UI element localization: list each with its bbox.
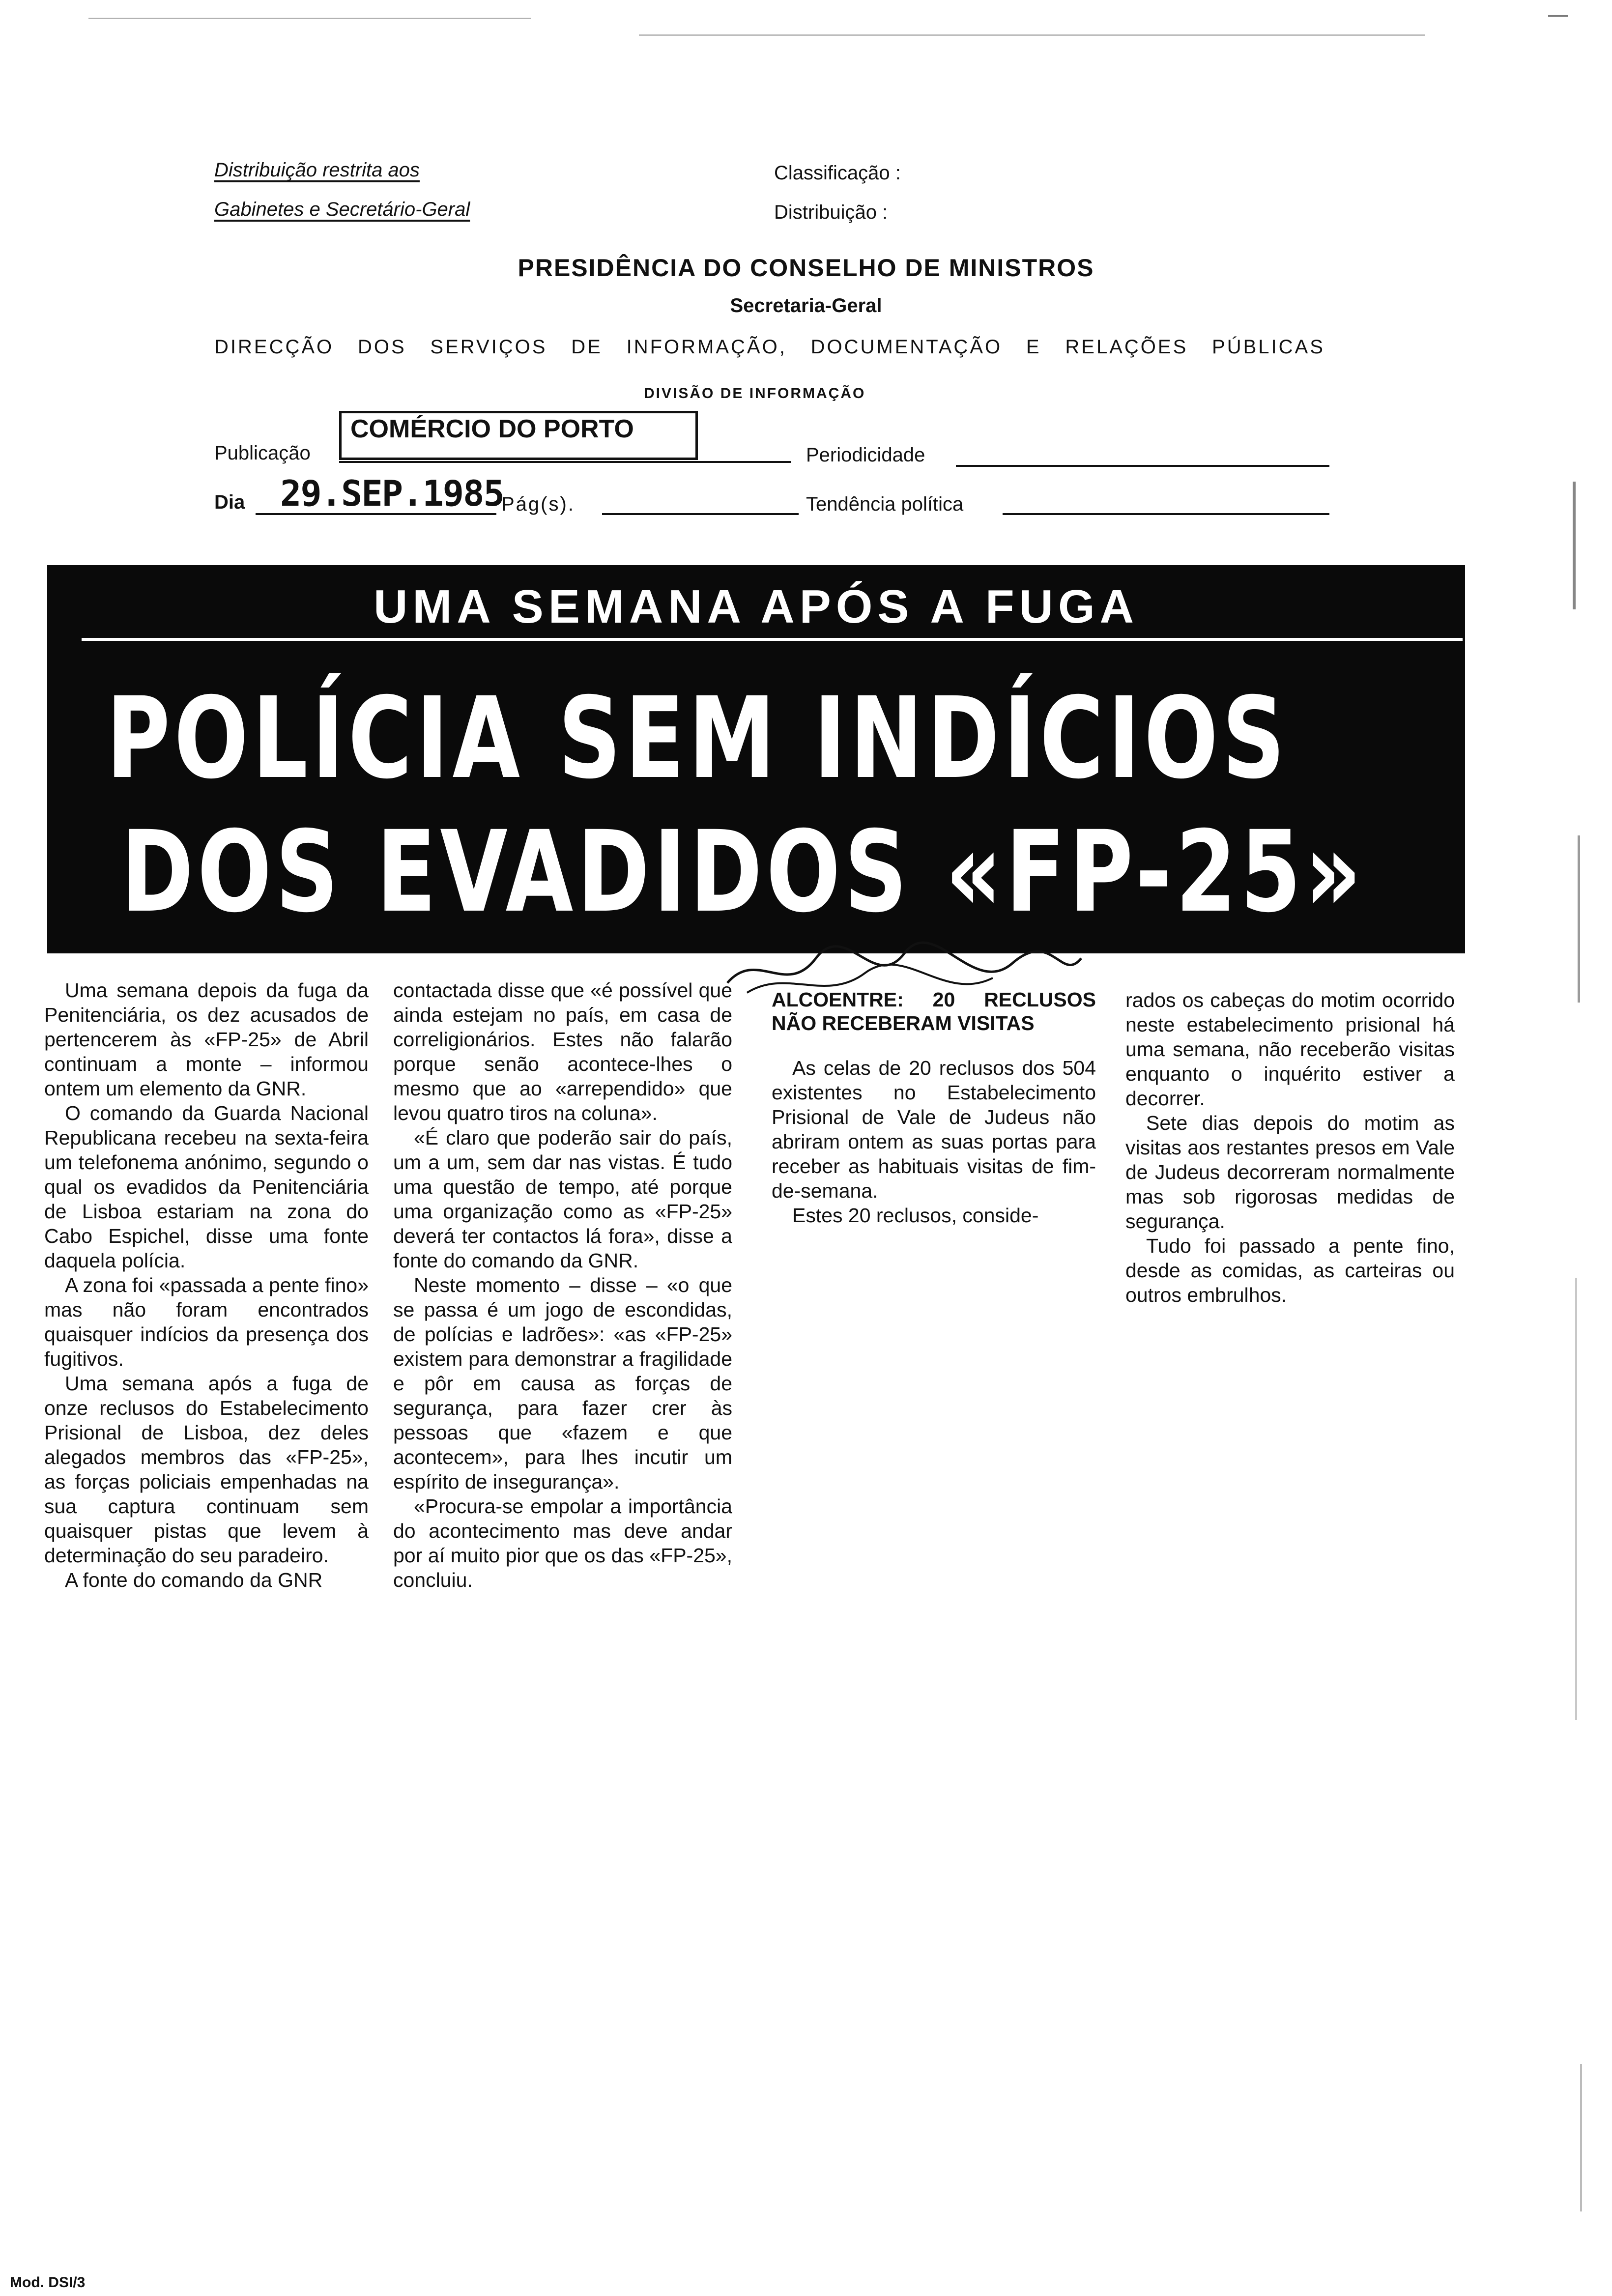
directorate-word: DOS xyxy=(357,336,406,358)
division-label: DIVISÃO DE INFORMAÇÃO xyxy=(644,385,866,402)
tendency-line xyxy=(1003,513,1329,515)
publication-label: Publicação xyxy=(214,442,311,464)
directorate-word: DE xyxy=(571,336,603,358)
org-title: PRESIDÊNCIA DO CONSELHO DE MINISTROS xyxy=(518,254,1094,282)
day-label: Dia xyxy=(214,491,245,513)
kicker-rule xyxy=(82,638,1463,641)
article-column-3 xyxy=(772,988,1096,1228)
article-column-4 xyxy=(1125,988,1455,1307)
form-code: Mod. DSI/3 xyxy=(10,2274,86,2291)
headline-line-2: DOS EVADIDOS «FP-25» xyxy=(121,806,1365,937)
org-subtitle: Secretaria-Geral xyxy=(730,295,882,316)
paragraph: O comando da Guarda Nacional Republicana recebeu na sexta-feira um telefonema anónimo, segundo o qual os evadidos da Penitenciária de Lisboa estariam na zona do Cabo Espichel, disse uma fonte daquela polícia. xyxy=(44,1102,369,1272)
scan-noise xyxy=(1578,835,1580,1003)
periodicity-label: Periodicidade xyxy=(806,444,925,466)
headline-banner xyxy=(47,565,1465,953)
directorate-word: INFORMAÇÃO, xyxy=(626,336,787,358)
date-stamp: 29.SEP.1985 xyxy=(280,473,504,514)
pages-line xyxy=(602,513,799,515)
distribution-label: Distribuição : xyxy=(774,201,888,223)
directorate-word: DIRECÇÃO xyxy=(214,336,334,358)
paragraph: «Procura-se empolar a importância do acontecimento mas deve andar por aí muito pior que os das «FP-25», concluiu. xyxy=(393,1495,732,1591)
scan-noise xyxy=(1573,482,1576,609)
paragraph: Tudo foi passado a pente fino, desde as comidas, as carteiras ou outros embrulhos. xyxy=(1125,1234,1455,1306)
paragraph: Uma semana depois da fuga da Penitenciária, os dez acusados de pertencerem às «FP-25» de Abril continuam a monte – informou ontem um elemento da GNR. xyxy=(44,979,369,1100)
directorate-word: SERVIÇOS xyxy=(430,336,547,358)
paragraph: contactada disse que «é possível que ainda estejam no país, em casa de correligionários. Estes não falarão porque senão acontece-lhes o mesmo que ao «arrependido» que levou quatro tiros na coluna». xyxy=(393,979,732,1124)
paragraph: Sete dias depois do motim as visitas aos restantes presos em Vale de Judeus decorreram normalmente mas sob rigorosas medidas de segurança. xyxy=(1125,1112,1455,1233)
paragraph: As celas de 20 reclusos dos 504 existentes no Estabelecimento Prisional de Vale de Judeus não abriram ontem as suas portas para receber as habituais visitas de fim-de-semana. xyxy=(772,1057,1096,1202)
directorate-word: RELAÇÕES xyxy=(1065,336,1188,358)
paragraph: «É claro que poderão sair do país, um a um, sem dar nas vistas. É tudo uma questão de tempo, até porque uma organização como as «FP-25» deverá ter contactos lá fora», disse a fonte do comando da GNR. xyxy=(393,1126,732,1272)
periodicity-line xyxy=(956,465,1329,467)
pages-label: Pág(s). xyxy=(501,493,575,515)
directorate-word: PÚBLICAS xyxy=(1212,336,1325,358)
headline-line-1: POLÍCIA SEM INDÍCIOS xyxy=(106,673,1289,804)
kicker: UMA SEMANA APÓS A FUGA xyxy=(374,580,1139,633)
classification-label: Classificação : xyxy=(774,162,901,184)
scan-noise xyxy=(88,18,531,19)
paragraph: rados os cabeças do motim ocorrido neste estabelecimento prisional há uma semana, não receberão visitas enquanto o inquérito estiver a decorrer. xyxy=(1125,989,1455,1110)
directorate-word: DOCUMENTAÇÃO xyxy=(810,336,1003,358)
article-column-1 xyxy=(44,978,369,1592)
publication-line xyxy=(339,461,791,463)
scan-noise xyxy=(1580,2064,1582,2211)
directorate-word: E xyxy=(1026,336,1041,358)
subheading: ALCOENTRE: 20 RECLUSOS NÃO RECEBERAM VISITAS xyxy=(772,988,1096,1034)
distribution-restricted-line2: Gabinetes e Secretário-Geral xyxy=(214,199,470,220)
paragraph: A fonte do comando da GNR xyxy=(65,1569,323,1591)
paragraph: Uma semana após a fuga de onze reclusos do Estabelecimento Prisional de Lisboa, dez deles alegados membros das «FP-25», as forças policiais empenhadas na sua captura continuam sem quaisquer pistas que levem à determinação do seu paradeiro. xyxy=(44,1372,369,1567)
publication-stamp: COMÉRCIO DO PORTO xyxy=(339,411,698,460)
tendency-label: Tendência política xyxy=(806,493,964,515)
scan-noise xyxy=(1548,15,1568,17)
scan-noise xyxy=(1575,1278,1577,1720)
article-column-2 xyxy=(393,978,732,1592)
date-line xyxy=(256,513,496,515)
directorate-line xyxy=(214,336,1325,358)
distribution-restricted-line1: Distribuição restrita aos xyxy=(214,159,420,181)
paragraph: Neste momento – disse – «o que se passa é um jogo de escondidas, de polícias e ladrões»: «as «FP-25» existem para demonstrar a fragilidade e pôr em causa as forças de segurança, para fazer crer às pessoas que «fazem e que acontecem», para lhes incutir um espírito de insegurança». xyxy=(393,1274,732,1493)
paragraph: A zona foi «passada a pente fino» mas não foram encontrados quaisquer indícios da presença dos fugitivos. xyxy=(44,1274,369,1370)
scan-noise xyxy=(639,34,1425,36)
handwritten-scribble xyxy=(718,939,1091,1007)
paragraph: Estes 20 reclusos, conside- xyxy=(792,1204,1039,1227)
